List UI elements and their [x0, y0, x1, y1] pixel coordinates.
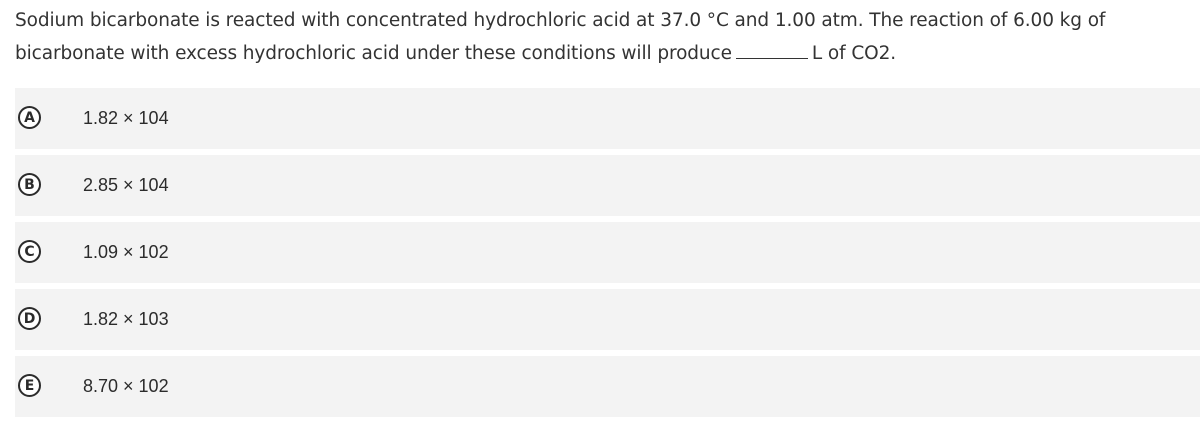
option-text: 1.82 × 103 [83, 309, 169, 329]
option-letter-badge: D [18, 307, 41, 330]
option-letter-badge: A [18, 106, 41, 129]
option-letter-badge: B [18, 173, 41, 196]
option-d[interactable] [15, 289, 1200, 350]
option-text: 1.82 × 104 [83, 108, 169, 128]
option-text: 1.09 × 102 [83, 242, 169, 262]
option-text: 8.70 × 102 [83, 376, 169, 396]
option-e[interactable] [15, 356, 1200, 417]
answer-blank [736, 40, 808, 59]
question-text-before: Sodium bicarbonate is reacted with concentrated hydrochloric acid at 37.0 °C and 1.00 atm. The reaction of 6.00 kg of bicarbonate with excess hydrochloric acid under these conditions will produce [15, 10, 1106, 64]
option-b[interactable] [15, 155, 1200, 216]
question-text [15, 4, 1195, 70]
option-text: 2.85 × 104 [83, 175, 169, 195]
option-letter-badge: C [18, 240, 41, 263]
answer-options [15, 88, 1200, 423]
option-a[interactable] [15, 88, 1200, 149]
option-letter-badge: E [18, 374, 41, 397]
question-text-after: L of CO2. [811, 43, 897, 64]
option-c[interactable] [15, 222, 1200, 283]
